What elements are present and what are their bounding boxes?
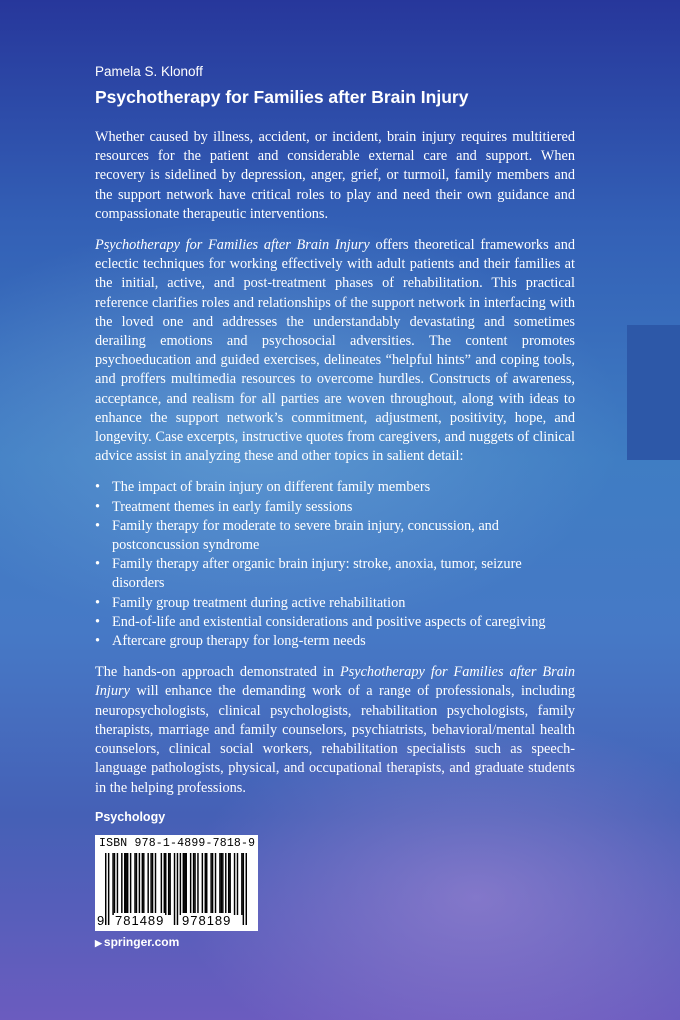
barcode-digit-first: 9 <box>97 913 105 928</box>
paragraph-intro: Whether caused by illness, accident, or incident, brain injury requires multitiered resources for the patient and considerable external care and support. When recovery is sidelined by depression, anger, grief, or turmoil, family members and the support network have critical roles to play and need their own guidance and compassionate therapeutic interventions. <box>95 129 575 222</box>
list-item: • Aftercare group therapy for long-term needs <box>95 632 575 651</box>
isbn-text: ISBN 978-1-4899-7818-9 <box>99 837 256 850</box>
list-item: • The impact of brain injury on different family members <box>95 478 575 497</box>
list-item: • Family group treatment during active rehabilitation <box>95 594 575 613</box>
paragraph-overview <box>95 236 575 466</box>
list-item: • Treatment themes in early family sessions <box>95 498 575 517</box>
audience-text-after: will enhance the demanding work of a range of professionals, including neuropsychologists, clinical psychologists, rehabilitation psychologists, family therapists, marriage and family counselors, psychiatrists, behavioral/mental health counselors, clinical social workers, rehabilitation specialists such as speech-language pathologists, physical, and occupational therapists, and graduate students in the helping professions. <box>95 683 575 796</box>
arrow-right-icon: ▶ <box>95 938 102 948</box>
publisher-text: springer.com <box>103 935 180 949</box>
list-item: • Family therapy for moderate to severe brain injury, concussion, and postconcussion syndrome <box>95 517 575 555</box>
inline-book-title: Psychotherapy for Families after Brain Injury <box>95 664 575 700</box>
publisher-link[interactable] <box>95 935 179 949</box>
audience-text-before: The hands-on approach demonstrated in <box>95 664 340 681</box>
spine-color-tab <box>627 325 680 460</box>
paragraph-audience <box>95 663 575 797</box>
author-name: Pamela S. Klonoff <box>95 64 203 79</box>
subject-category: Psychology <box>95 810 166 824</box>
list-item: • End-of-life and existential considerations and positive aspects of caregiving <box>95 613 575 632</box>
description <box>95 128 575 810</box>
barcode-digits-right: 978189 <box>182 913 232 928</box>
inline-book-title: Psychotherapy for Families after Brain Injury <box>95 237 370 254</box>
book-title: Psychotherapy for Families after Brain Injury <box>95 87 469 107</box>
barcode-box <box>95 835 258 931</box>
list-item: • Family therapy after organic brain injury: stroke, anoxia, tumor, seizure disorders <box>95 555 575 593</box>
overview-text: offers theoretical frameworks and eclectic techniques for working effectively with adult patients and their families at the initial, active, and post-treatment phases of rehabilitation. This practical reference clarifies roles and relationships of the support network in interfacing with the loved one and addresses the understandably devastating and sometimes derailing emotions and psychosocial adversities. The content promotes psychoeducation and guided exercises, delineates “helpful hints” and coping tools, and proffers multimedia resources to overcome hurdles. Constructs of awareness, acceptance, and realism for all parties are woven throughout, along with ideas to enhance the support network’s commitment, adjustment, positivity, hope, and longevity. Case excerpts, instructive quotes from caregivers, and nuggets of clinical advice assist in analyzing these and other topics in salient detail: <box>95 237 575 465</box>
barcode-digits-left: 781489 <box>115 913 165 928</box>
topic-list <box>95 478 575 651</box>
